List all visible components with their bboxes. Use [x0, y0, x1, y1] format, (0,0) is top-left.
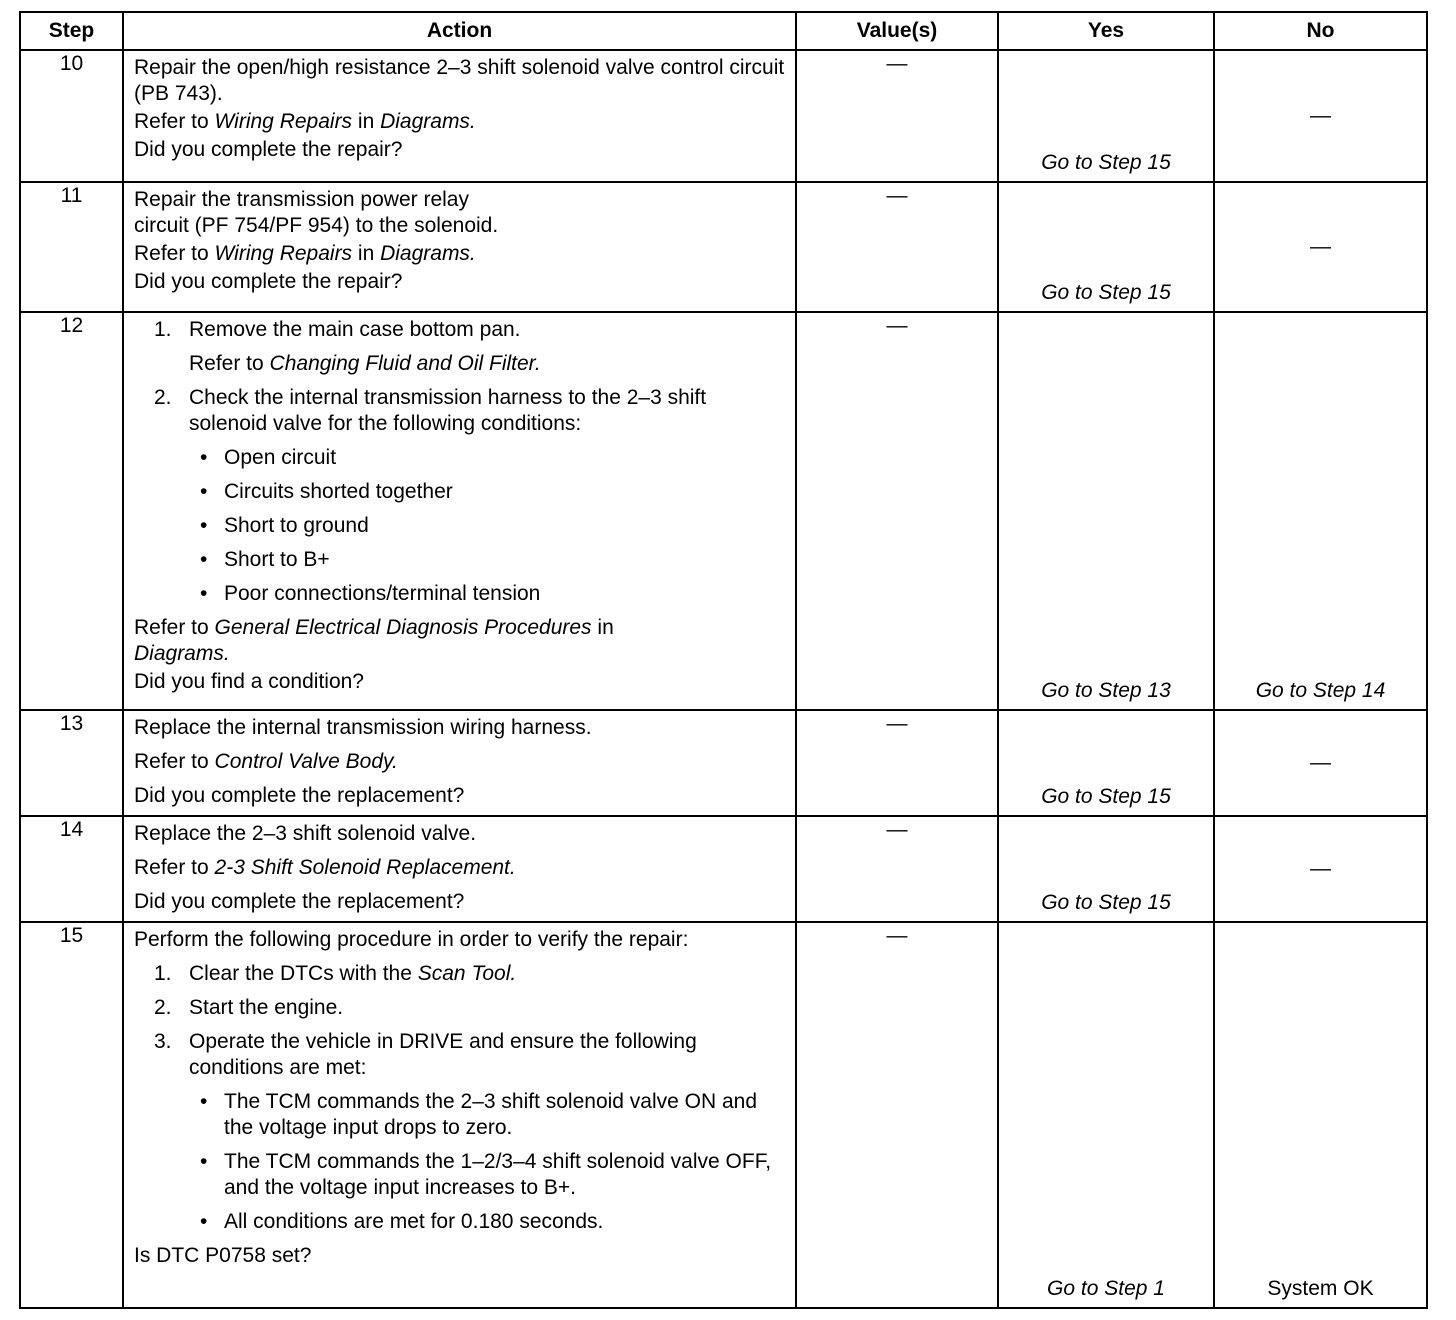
action-cell [123, 922, 796, 1308]
no-result: — [1310, 104, 1331, 127]
no-result: — [1310, 857, 1331, 880]
step-number: 14 [20, 816, 123, 922]
yes-result: Go to Step 15 [1041, 151, 1171, 174]
value-cell: — [796, 710, 998, 816]
yes-cell [998, 710, 1214, 816]
bullet-item: • The TCM commands the 1–2/3–4 shift solenoid valve OFF, and the voltage input increases to B+. [200, 1150, 772, 1199]
action-reference: Refer to Wiring Repairs in Diagrams. [134, 242, 476, 265]
bullet-item: • The TCM commands the 2–3 shift solenoid valve ON and the voltage input drops to zero. [200, 1090, 758, 1139]
action-cell [123, 710, 796, 816]
action-question: Did you complete the replacement? [134, 890, 465, 913]
header-row [20, 12, 1427, 50]
yes-cell [998, 816, 1214, 922]
no-result: System OK [1267, 1277, 1374, 1300]
header-no: No [1214, 12, 1427, 50]
step-number: 11 [20, 182, 123, 312]
yes-cell [998, 922, 1214, 1308]
yes-cell [998, 50, 1214, 182]
yes-result: Go to Step 15 [1041, 785, 1171, 808]
table-row [20, 50, 1427, 182]
table-row [20, 182, 1427, 312]
diagnostic-table [19, 11, 1428, 1309]
yes-cell [998, 182, 1214, 312]
value-cell: — [796, 182, 998, 312]
yes-result: Go to Step 15 [1041, 891, 1171, 914]
action-question: Did you complete the repair? [134, 138, 403, 161]
no-cell [1214, 312, 1427, 710]
bullet-item: • Circuits shorted together [200, 480, 453, 503]
action-text: Replace the 2–3 shift solenoid valve. [134, 822, 477, 845]
header-step: Step [20, 12, 123, 50]
no-result: — [1310, 235, 1331, 258]
header-values: Value(s) [796, 12, 998, 50]
yes-result: Go to Step 1 [1047, 1277, 1165, 1300]
step-number: 15 [20, 922, 123, 1308]
step-number: 13 [20, 710, 123, 816]
numbered-step: 1. Remove the main case bottom pan. [154, 318, 521, 341]
table-row [20, 710, 1427, 816]
action-cell [123, 816, 796, 922]
table-row [20, 312, 1427, 710]
value-cell: — [796, 312, 998, 710]
numbered-step: 3. Operate the vehicle in DRIVE and ensure the following conditions are met: [154, 1030, 697, 1079]
value-cell: — [796, 922, 998, 1308]
yes-result: Go to Step 13 [1041, 679, 1171, 702]
yes-result: Go to Step 15 [1041, 281, 1171, 304]
no-result: Go to Step 14 [1255, 679, 1386, 702]
action-reference: Refer to Control Valve Body. [134, 750, 398, 773]
bullet-item: • Short to ground [200, 514, 369, 537]
action-question: Did you complete the replacement? [134, 784, 465, 807]
header-yes: Yes [998, 12, 1214, 50]
action-cell [123, 50, 796, 182]
action-text: Repair the open/high resistance 2–3 shift solenoid valve control circuit (PB 743). [134, 56, 785, 105]
action-question: Is DTC P0758 set? [134, 1244, 312, 1267]
numbered-step: 2. Check the internal transmission harness to the 2–3 shift solenoid valve for the following conditions: [154, 386, 707, 435]
no-cell [1214, 922, 1427, 1308]
no-cell [1214, 816, 1427, 922]
numbered-step: 1. Clear the DTCs with the Scan Tool. [154, 962, 517, 985]
action-reference: Refer to 2-3 Shift Solenoid Replacement. [134, 856, 516, 879]
bullet-item: • Open circuit [200, 446, 337, 469]
action-cell [123, 312, 796, 710]
bullet-item: • Short to B+ [200, 548, 330, 571]
table-row [20, 816, 1427, 922]
action-question: Did you find a condition? [134, 670, 364, 693]
action-reference: Refer to Wiring Repairs in Diagrams. [134, 110, 476, 133]
no-cell [1214, 182, 1427, 312]
action-text: Repair the transmission power relay circuit (PF 754/PF 954) to the solenoid. [134, 188, 499, 237]
numbered-step: 2. Start the engine. [154, 996, 344, 1019]
value-cell: — [796, 816, 998, 922]
step-number: 12 [20, 312, 123, 710]
no-result: — [1310, 751, 1331, 774]
action-reference: Refer to General Electrical Diagnosis Procedures in Diagrams. [134, 616, 614, 665]
bullet-item: • Poor connections/terminal tension [200, 582, 541, 605]
bullet-item: • All conditions are met for 0.180 seconds. [200, 1210, 604, 1233]
no-cell [1214, 50, 1427, 182]
action-text: Replace the internal transmission wiring harness. [134, 716, 592, 739]
header-action: Action [123, 12, 796, 50]
action-question: Did you complete the repair? [134, 270, 403, 293]
no-cell [1214, 710, 1427, 816]
action-cell [123, 182, 796, 312]
table-row [20, 922, 1427, 1308]
step-reference: Refer to Changing Fluid and Oil Filter. [189, 352, 541, 375]
action-text: Perform the following procedure in order to verify the repair: [134, 928, 689, 951]
step-number: 10 [20, 50, 123, 182]
yes-cell [998, 312, 1214, 710]
value-cell: — [796, 50, 998, 182]
